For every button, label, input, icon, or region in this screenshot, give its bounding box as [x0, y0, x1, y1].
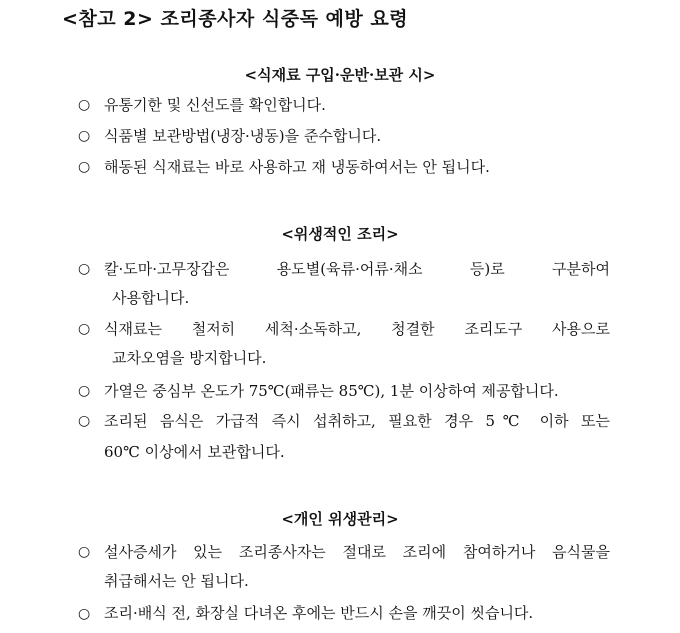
bullet-icon: ○ — [78, 261, 91, 277]
list-item: 식재료는 철저히 세척·소독하고, 청결한 조리도구 사용으로 — [104, 320, 610, 338]
bullet-icon: ○ — [78, 321, 91, 337]
bullet-icon: ○ — [78, 606, 91, 622]
bullet-icon: ○ — [78, 383, 91, 399]
list-item-continuation: 사용합니다. — [112, 289, 190, 307]
bullet-icon: ○ — [78, 159, 91, 175]
list-item: 해동된 식재료는 바로 사용하고 재 냉동하여서는 안 됩니다. — [104, 158, 490, 176]
bullet-icon: ○ — [78, 97, 91, 113]
bullet-icon: ○ — [78, 413, 91, 429]
section-heading-personal-hygiene: <개인 위생관리> — [281, 510, 399, 528]
page-title: <참고 2> 조리종사자 식중독 예방 요령 — [62, 8, 409, 30]
list-item: 가열은 중심부 온도가 75℃(패류는 85℃), 1분 이상하여 제공합니다. — [104, 382, 559, 400]
list-item: 조리·배식 전, 화장실 다녀온 후에는 반드시 손을 깨끗이 씻습니다. — [104, 604, 534, 622]
section-heading-hygienic-cooking: <위생적인 조리> — [281, 225, 399, 243]
list-item: 유통기한 및 신선도를 확인합니다. — [104, 96, 326, 114]
bullet-icon: ○ — [78, 544, 91, 560]
list-item: 조리된 음식은 가급적 즉시 섭취하고, 필요한 경우 5℃ 이하 또는 — [104, 412, 610, 430]
list-item-continuation: 취급해서는 안 됩니다. — [104, 572, 249, 590]
section-heading-ingredients: <식재료 구입·운반·보관 시> — [244, 66, 436, 84]
list-item: 식품별 보관방법(냉장·냉동)을 준수합니다. — [104, 127, 382, 145]
list-item-continuation: 60℃ 이상에서 보관합니다. — [104, 443, 285, 461]
list-item: 칼·도마·고무장갑은 용도별(육류·어류·채소 등)로 구분하여 — [104, 260, 610, 278]
bullet-icon: ○ — [78, 128, 91, 144]
list-item: 설사증세가 있는 조리종사자는 절대로 조리에 참여하거나 음식물을 — [104, 543, 610, 561]
list-item-continuation: 교차오염을 방지합니다. — [112, 349, 267, 367]
